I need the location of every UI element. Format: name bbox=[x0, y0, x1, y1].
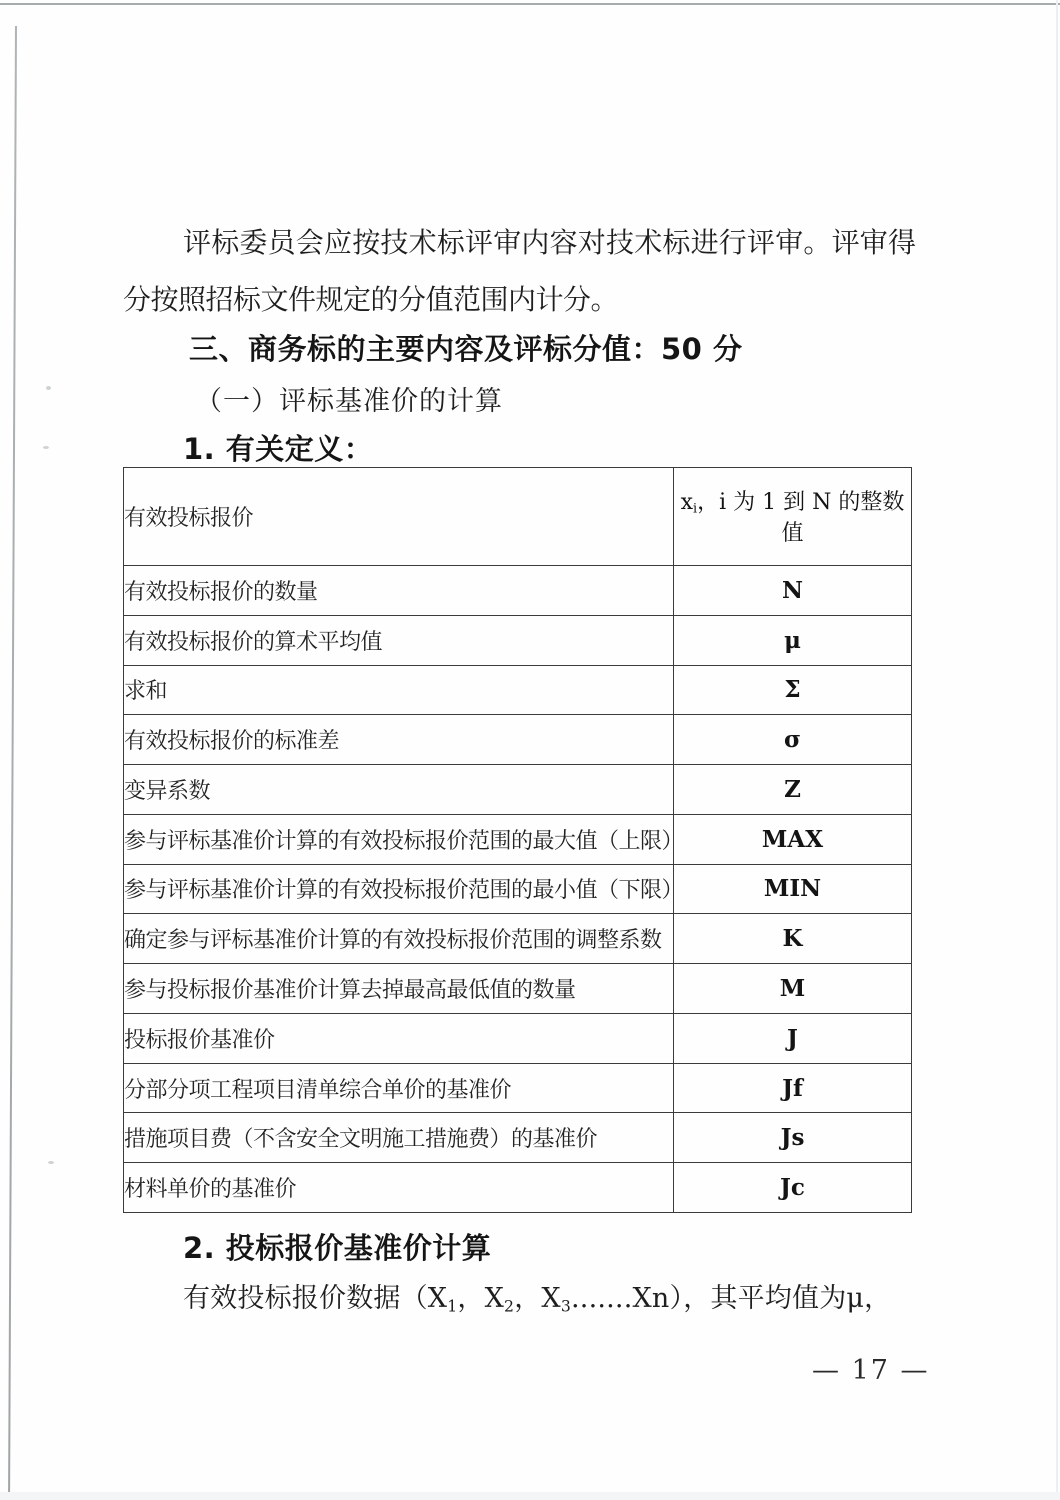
calc-paragraph bbox=[183, 1276, 891, 1315]
symbol-cell: Js bbox=[674, 1113, 912, 1163]
symbol-cell: J bbox=[674, 1013, 912, 1063]
symbol-cell: σ bbox=[674, 715, 912, 765]
page-number: — 17 — bbox=[812, 1355, 930, 1386]
scan-right-edge-line bbox=[1056, 0, 1058, 1500]
scan-left-edge-line bbox=[8, 26, 17, 1500]
table-row bbox=[124, 565, 912, 615]
term-cell: 有效投标报价的标准差 bbox=[124, 715, 674, 765]
symbol-cell: Σ bbox=[674, 665, 912, 715]
table-row bbox=[124, 1163, 912, 1213]
definitions-table bbox=[123, 467, 912, 1213]
term-cell: 有效投标报价 bbox=[124, 468, 674, 566]
intro-paragraph-line2: 分按照招标文件规定的分值范围内计分。 bbox=[123, 283, 619, 316]
calc-x2-subscript: 2 bbox=[504, 1296, 515, 1316]
symbol-cell: Jf bbox=[674, 1063, 912, 1113]
table-row bbox=[124, 914, 912, 964]
table-row bbox=[124, 665, 912, 715]
table-row bbox=[124, 1113, 912, 1163]
symbol-cell: MAX bbox=[674, 814, 912, 864]
section-heading: 三、商务标的主要内容及评标分值：50 分 bbox=[189, 332, 743, 366]
table-row bbox=[124, 765, 912, 815]
term-cell: 求和 bbox=[124, 665, 674, 715]
calc-x1-subscript: 1 bbox=[447, 1296, 458, 1316]
term-cell: 确定参与评标基准价计算的有效投标报价范围的调整系数 bbox=[124, 914, 674, 964]
term-cell: 参与评标基准价计算的有效投标报价范围的最大值（上限） bbox=[124, 814, 674, 864]
symbol-cell: N bbox=[674, 565, 912, 615]
term-cell: 投标报价基准价 bbox=[124, 1013, 674, 1063]
symbol-cell: M bbox=[674, 964, 912, 1014]
table-row bbox=[124, 964, 912, 1014]
table-row bbox=[124, 1063, 912, 1113]
symbol-base: x bbox=[680, 490, 694, 516]
symbol-subscript: i bbox=[693, 502, 698, 518]
intro-paragraph-line1: 评标委员会应按技术标评审内容对技术标进行评审。评审得 bbox=[183, 226, 917, 259]
term-cell: 参与投标报价基准价计算去掉最高最低值的数量 bbox=[124, 964, 674, 1014]
table-row bbox=[124, 715, 912, 765]
table-row bbox=[124, 814, 912, 864]
subsection-heading: （一）评标基准价的计算 bbox=[195, 386, 503, 417]
calc-paragraph-part4: .......Xn），其平均值为μ， bbox=[571, 1283, 892, 1314]
term-cell: 分部分项工程项目清单综合单价的基准价 bbox=[124, 1063, 674, 1113]
scan-speck bbox=[43, 446, 49, 449]
scan-speck bbox=[46, 386, 51, 390]
symbol-rest: ，i 为 1 到 N 的整数值 bbox=[697, 490, 905, 547]
scan-speck bbox=[48, 1161, 54, 1164]
scan-top-edge-line bbox=[0, 3, 1060, 5]
calc-x3-subscript: 3 bbox=[560, 1296, 571, 1316]
table-row bbox=[124, 864, 912, 914]
symbol-cell: Z bbox=[674, 765, 912, 815]
symbol-cell: MIN bbox=[674, 864, 912, 914]
term-cell: 变异系数 bbox=[124, 765, 674, 815]
term-cell: 参与评标基准价计算的有效投标报价范围的最小值（下限） bbox=[124, 864, 674, 914]
definitions-heading: 1. 有关定义： bbox=[183, 432, 374, 466]
scan-bottom-edge-strip bbox=[0, 1492, 1060, 1500]
term-cell: 有效投标报价的算术平均值 bbox=[124, 615, 674, 665]
term-cell: 材料单价的基准价 bbox=[124, 1163, 674, 1213]
symbol-cell bbox=[674, 468, 912, 566]
table-row bbox=[124, 1013, 912, 1063]
term-cell: 措施项目费（不含安全文明施工措施费）的基准价 bbox=[124, 1113, 674, 1163]
symbol-cell: K bbox=[674, 914, 912, 964]
symbol-cell: μ bbox=[674, 615, 912, 665]
table-row bbox=[124, 468, 912, 566]
calc-paragraph-part2: ，X bbox=[457, 1283, 505, 1314]
calc-heading: 2. 投标报价基准价计算 bbox=[183, 1231, 492, 1265]
symbol-cell: Jc bbox=[674, 1163, 912, 1213]
calc-paragraph-part1: 有效投标报价数据（X bbox=[183, 1283, 448, 1314]
term-cell: 有效投标报价的数量 bbox=[124, 565, 674, 615]
table-row bbox=[124, 615, 912, 665]
calc-paragraph-part3: ，X bbox=[514, 1283, 561, 1314]
